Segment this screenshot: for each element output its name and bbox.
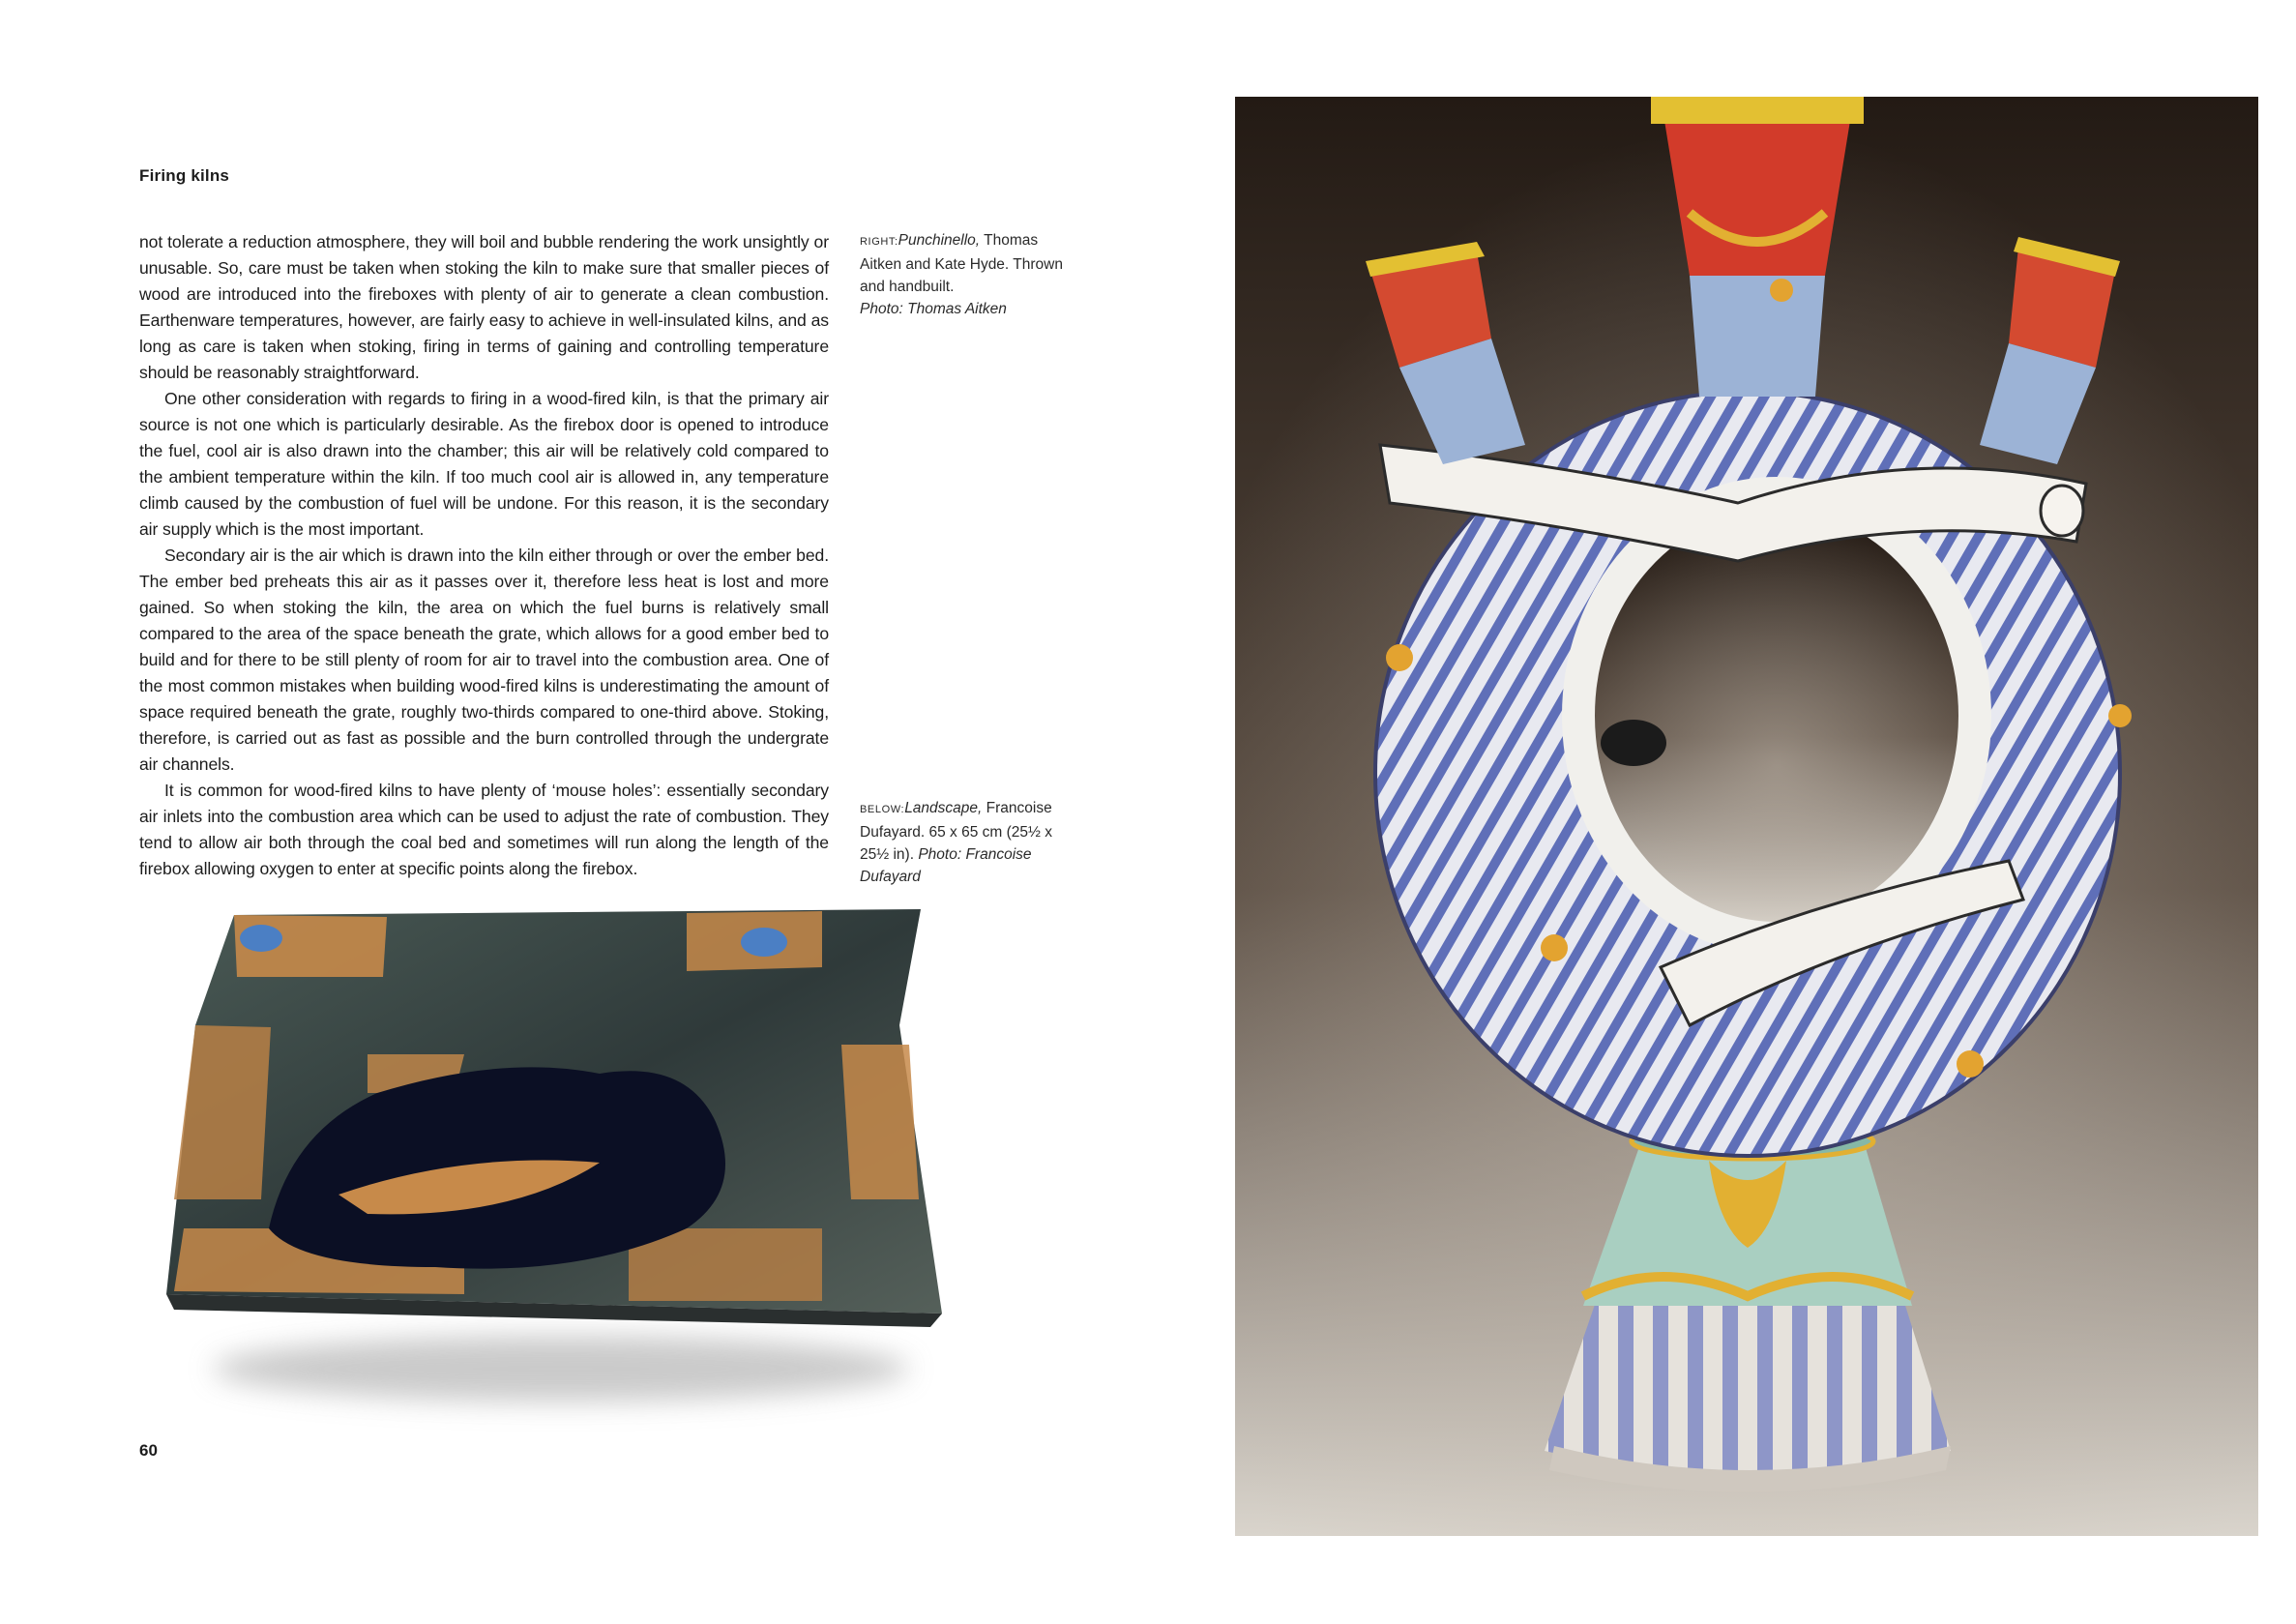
caption-below	[860, 797, 1068, 888]
page-number: 60	[139, 1441, 158, 1460]
caption-photo-credit: Photo: Francoise Dufayard	[860, 846, 1032, 885]
paragraph: It is common for wood-fired kilns to have plenty of ‘mouse holes’: essentially secondary air inlets into the combustion area which can be used to adjust the rate of combustion. They tend to allow air both through the coal bed and sometimes will run along the length of the firebox allowing oxygen to enter at specific points along the firebox.	[139, 781, 829, 878]
caption-credit: Thomas Aitken and Kate Hyde. Thrown and handbuilt.	[860, 232, 1063, 295]
caption-title: Landscape,	[904, 800, 983, 816]
dish-photo	[145, 909, 957, 1432]
paragraph: One other consideration with regards to firing in a wood-fired kiln, is that the primary air source is not one which is particularly desirable. As the firebox door is opened to introduce the fuel, cool air is also drawn into the chamber; this air will be relatively cold compared to the ambient temperature within the kiln. If too much cool air is allowed in, any temperature climb caused by the combustion of fuel will be undone. For this reason, it is the secondary air supply which is the most important.	[139, 389, 829, 539]
paragraph: Secondary air is the air which is drawn into the kiln either through or over the ember bed. The ember bed preheats this air as it passes over it, therefore less heat is lost and more gained. So when stoking the kiln, the area on which the fuel burns is relatively small compared to the area of the space beneath the grate, which allows for a good ember bed to build and for there to be still plenty of room for air to travel into the combustion area. One of the most common mistakes when building wood-fired kilns is underestimating the amount of space required beneath the grate, roughly two-thirds compared to one-third above. Stoking, therefore, is carried out as fast as possible and the burn controlled through the undergrate air channels.	[139, 546, 829, 774]
vessel-photo	[1235, 97, 2258, 1536]
vessel-illustration	[1235, 97, 2258, 1536]
running-head: Firing kilns	[139, 166, 230, 185]
caption-title: Punchinello,	[898, 232, 981, 249]
caption-position-label: BELOW:	[860, 804, 905, 815]
caption-position-label: RIGHT:	[860, 236, 898, 248]
caption-photo-credit: Photo: Thomas Aitken	[860, 301, 1007, 317]
paragraph: not tolerate a reduction atmosphere, they will boil and bubble rendering the work unsightly or unusable. So, care must be taken when stoking the kiln to make sure that smaller pieces of wood are introduced into the fireboxes with plenty of air to generate a clean combustion. Earthenware temperatures, however, are fairly easy to achieve in well-insulated kilns, and as long as care is taken when stoking, firing in terms of gaining and controlling temperature should be reasonably straightforward.	[139, 232, 829, 382]
dish-illustration	[145, 909, 957, 1432]
caption-credit: Francoise Dufayard. 65 x 65 cm (25½ x 25½ in).	[860, 800, 1053, 863]
body-text	[139, 229, 829, 882]
caption-right	[860, 229, 1068, 320]
